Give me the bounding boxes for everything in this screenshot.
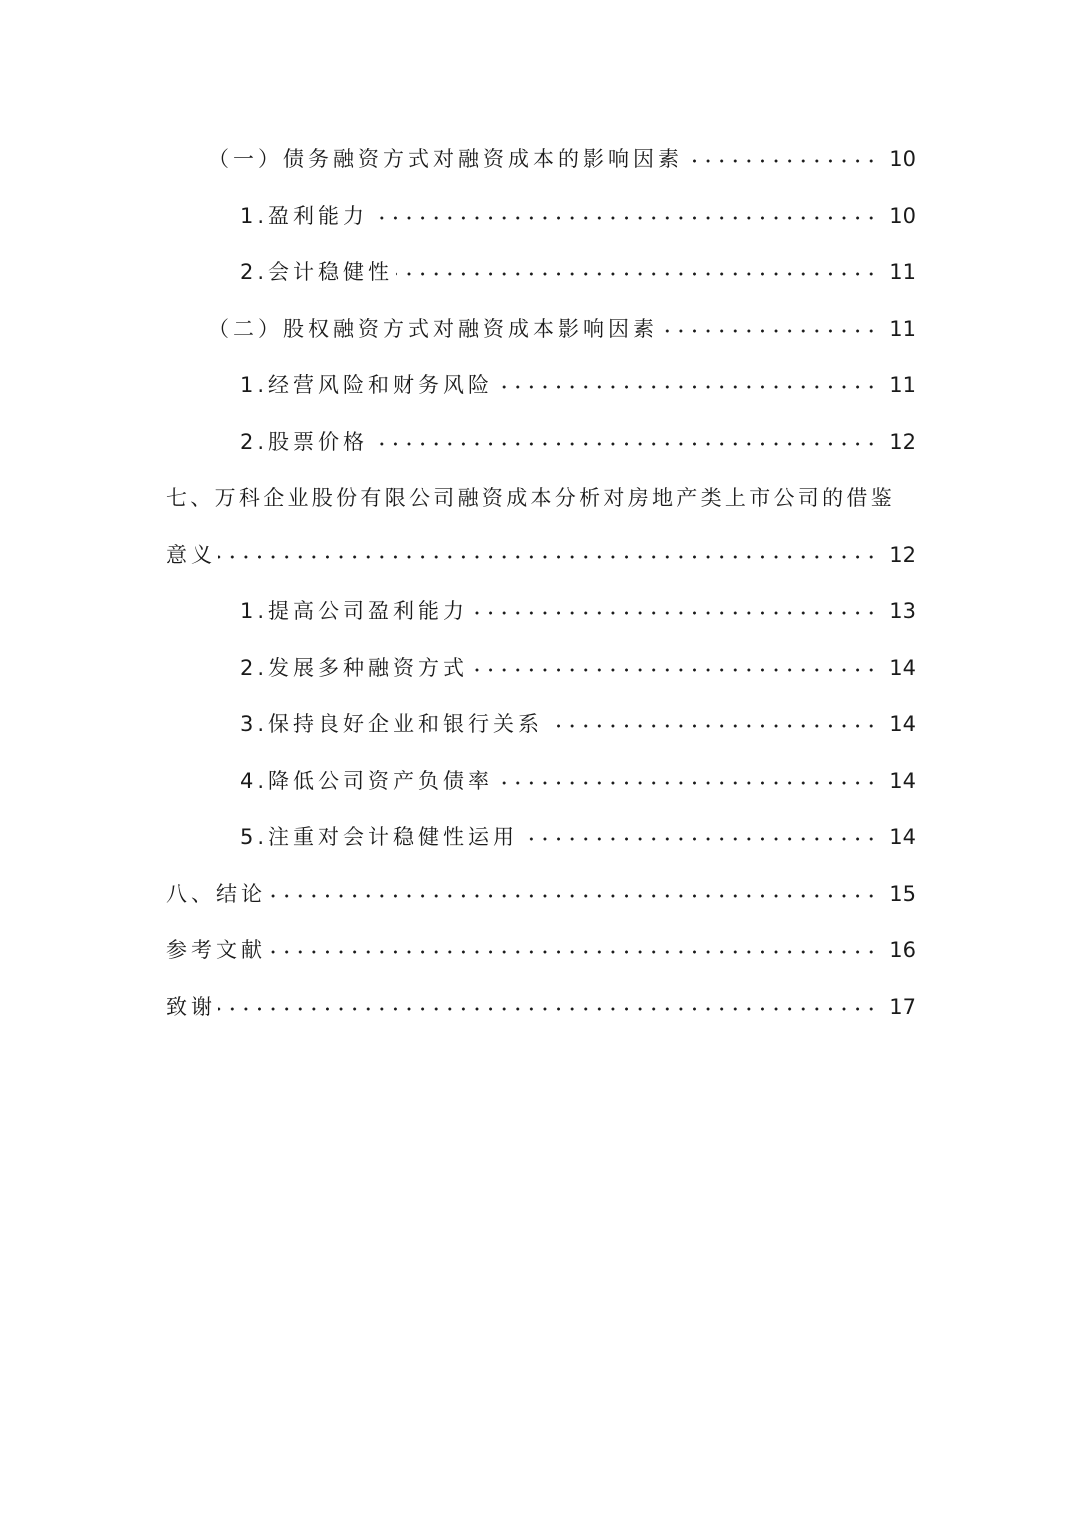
toc-entry[interactable] — [0, 365, 1080, 405]
toc-leader-dots — [690, 159, 878, 163]
toc-leader-dots — [474, 668, 878, 672]
toc-entry-label: 七、万科企业股份有限公司融资成本分析对房地产类上市公司的借鉴 — [166, 478, 897, 518]
toc-entry-label: 意义 — [166, 535, 218, 575]
toc-entry-page: 14 — [889, 704, 916, 744]
toc-entry[interactable] — [0, 761, 1080, 801]
toc-entry-page: 16 — [889, 930, 916, 970]
toc-entry-page: 11 — [889, 309, 916, 349]
toc-entry-label: 八、结论 — [166, 874, 268, 914]
toc-entry-label: 2.发展多种融资方式 — [240, 648, 470, 688]
toc-leader-dots — [552, 724, 878, 728]
toc-entry-page: 12 — [889, 535, 916, 575]
toc-leader-dots — [270, 950, 878, 954]
toc-leader-dots — [396, 272, 878, 276]
toc-entry-page: 12 — [889, 422, 916, 462]
toc-entry[interactable] — [0, 930, 1080, 970]
toc-entry[interactable] — [0, 196, 1080, 236]
toc-leader-dots — [370, 442, 878, 446]
toc-leader-dots — [500, 385, 878, 389]
toc-entry[interactable] — [0, 139, 1080, 179]
toc-entry-label: 1.提高公司盈利能力 — [240, 591, 470, 631]
toc-entry-wrapped-head[interactable] — [0, 478, 1080, 518]
toc-entry-page: 17 — [889, 987, 916, 1027]
toc-entry-page: 10 — [889, 196, 916, 236]
toc-leader-dots — [370, 216, 878, 220]
toc-entry-page: 13 — [889, 591, 916, 631]
toc-entry-label: 2.会计稳健性 — [240, 252, 395, 292]
toc-leader-dots — [664, 329, 878, 333]
toc-entry[interactable] — [0, 704, 1080, 744]
toc-entry[interactable] — [0, 252, 1080, 292]
toc-entry-page: 11 — [889, 252, 916, 292]
toc-entry-label: 参考文献 — [166, 930, 268, 970]
toc-entry-label: 2.股票价格 — [240, 422, 370, 462]
toc-entry[interactable] — [0, 591, 1080, 631]
toc-entry[interactable] — [0, 648, 1080, 688]
toc-leader-dots — [500, 781, 878, 785]
toc-entry-label: 1.盈利能力 — [240, 196, 370, 236]
toc-entry-label: 5.注重对会计稳健性运用 — [240, 817, 520, 857]
toc-leader-dots — [270, 894, 878, 898]
toc-entry-label: （一）债务融资方式对融资成本的影响因素 — [208, 139, 685, 179]
toc-entry[interactable] — [0, 535, 1080, 575]
toc-entry-page: 15 — [889, 874, 916, 914]
toc-entry[interactable] — [0, 874, 1080, 914]
toc-entry-page: 14 — [889, 761, 916, 801]
toc-entry-label: 3.保持良好企业和银行关系 — [240, 704, 545, 744]
toc-leader-dots — [218, 1007, 878, 1011]
toc-entry-label: 1.经营风险和财务风险 — [240, 365, 495, 405]
toc-entry[interactable] — [0, 817, 1080, 857]
toc-entry-label: （二）股权融资方式对融资成本影响因素 — [208, 309, 660, 349]
toc-entry-page: 11 — [889, 365, 916, 405]
toc-entry[interactable] — [0, 422, 1080, 462]
toc-entry-page: 14 — [889, 648, 916, 688]
toc-entry-label: 4.降低公司资产负债率 — [240, 761, 495, 801]
toc-entry-page: 14 — [889, 817, 916, 857]
toc-entry-label: 致谢 — [166, 987, 218, 1027]
toc-leader-dots — [526, 837, 878, 841]
toc-entry-page: 10 — [889, 139, 916, 179]
toc-entry[interactable] — [0, 309, 1080, 349]
toc-leader-dots — [474, 611, 878, 615]
toc-entry[interactable] — [0, 987, 1080, 1027]
toc-leader-dots — [218, 555, 878, 559]
